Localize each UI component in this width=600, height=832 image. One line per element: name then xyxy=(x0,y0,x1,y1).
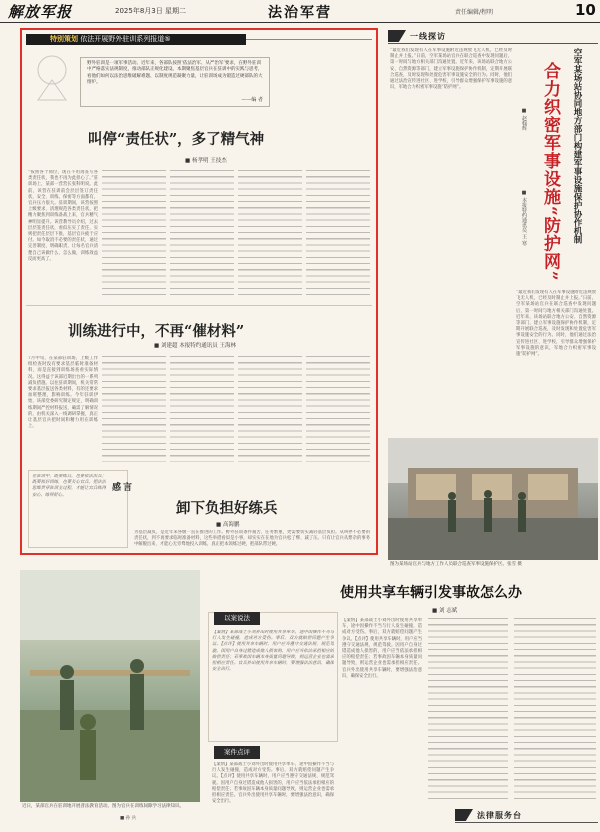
right-article-continued: “最近我们发现有人在军事设施附近违规放飞无人机，已经及时制止并上报。”日前，空军某场站官兵在联合巡查中发现问题后，第一时间与地方相关部门沟通处置。近年来，该场站联合地方公安、自然资源等部门，建立军事设施保护协作机制，定期开展联合巡查，及时发现和处置危害军事设施安全的行为。同时，他们通过法治宣传进社区、进学校，引导群众增强保护军事设施的意识，军地合力织密军事设施“防护网”。 xyxy=(516,290,596,358)
right-article-body: “最近我们发现有人在军事设施附近违规放飞无人机，已经及时制止并上报。”日前，空军某场站官兵在联合巡查中发现问题后，第一时间与地方相关部门沟通处置。近年来，该场站联合地方公安、自然资源等部门，建立军事设施保护协作机制，定期开展联合巡查，及时发现和处置危害军事设施安全的行为。同时，他们通过法治宣传进社区、进学校，引导群众增强保护军事设施的意识，军地合力织密军事设施“防护网”。 xyxy=(390,48,512,91)
patrol-photo-caption: 图为某场站官兵与地方工作人员联合巡查军事设施保护区。张雪 摄 xyxy=(390,562,522,567)
editor-intro-signature: ——编 者 xyxy=(241,96,263,103)
article2-column-3 xyxy=(170,356,234,462)
right-article-subtitle: 空军某场站协同地方部门构建军事设施保护协作机制 xyxy=(572,48,582,244)
section-divider xyxy=(26,305,372,306)
newspaper-logo: 解放军报 xyxy=(8,3,73,21)
article2-title: 训练进行中，不再“催材料” xyxy=(68,323,245,340)
editor-intro-text: 野外驻训是一项军事活动。近年来，各部队按照‘依法治军、从严治军’要求，在野外驻训中严格落实法规制度，推动部队正规化建设。本期聚焦基层官兵在驻训中的实践与思考，看他们如何以法治思维破解难题、以制度规范凝聚力量，让驻训场成为锻造过硬部队的大熔炉。 xyxy=(87,61,263,86)
legal-service-label: 法律服务台 xyxy=(477,810,522,820)
article2-body: 7月中旬，在某部驻训场，上级工作组检查时没有要求基层临时准备材料，而是直接到训练场查看实际情况。这得益于该部近期出台的一系列减负措施。以往驻训期间，机关常常要求基层报送各类材料，有的还要求加班整理，影响训练。今年驻训伊始，该部党委研究制定规定，明确训练期间严控材料报送，确需了解情况的，由机关深入一线调研掌握，真正让基层官兵把时间和精力用在训练上。 xyxy=(28,356,98,430)
masthead xyxy=(0,0,600,23)
case-tag: 以案说法 xyxy=(214,612,260,625)
banner-divider xyxy=(246,39,372,40)
training-photo-illustration xyxy=(20,570,200,802)
article1-column-4 xyxy=(238,170,302,298)
article1-body: “按照各个岗位，现在不用再签写各类责任状，我也不再为此担心了。”驻训场上，某部一营营长张科明说。此前，该营在驻训前会层层签订责任状，安全、训练、保密等方面都有，官兵压力很大。驻训期间，该营按照上级要求，清理规范各类责任状，把精力聚焦到训练备战上来，官兵精气神明显提升。该营教导员介绍，过去层层签责任状，看似压实了责任，实则把责任层层下推，基层官兵疲于应付。如今取消不必要的责任状，通过完善制度、明确职责，让每名官兵清楚自己该做什么、怎么做，训练效益反而更高了。 xyxy=(28,170,98,262)
frontline-header xyxy=(388,29,598,44)
article1-column-2 xyxy=(102,170,166,298)
article1-byline: ■ 杨孝明 王技杰 xyxy=(185,158,227,164)
article2-column-4 xyxy=(238,356,302,462)
article2-byline: ■ 刘建超 本报特约通讯员 王海林 xyxy=(154,343,236,349)
article1-column-3 xyxy=(170,170,234,298)
lower-article-byline: ■ 刘 志斌 xyxy=(432,608,458,614)
editor-credit: 责任编辑/程明 xyxy=(455,9,494,16)
editor-intro xyxy=(80,57,270,107)
article2-column-5 xyxy=(306,356,370,462)
article1-column-5 xyxy=(306,170,370,298)
page-number: 10 xyxy=(575,1,596,19)
patrol-photo xyxy=(388,438,598,560)
feature-banner xyxy=(26,34,246,45)
commentary-label: 感言 xyxy=(112,483,135,493)
frontline-label: 一线探访 xyxy=(410,31,446,41)
article3-byline: ■ 高海鹏 xyxy=(216,522,240,528)
section-marker-icon xyxy=(455,809,473,821)
right-article-title: 合力织密军事设施“防护网” xyxy=(540,62,560,282)
case-comment-body: 【案情】某部战士小刘外出时使用共享单车，途中因操作不当与行人发生碰撞，造成对方受伤。事后，双方就赔偿问题产生争议。【点评】使用共享车辆时，用户应当遵守交通法规，规范驾驶。因用户自身过错造成他人损害的，用户应当依法承担相应的赔偿责任；若事故因车辆本身质量问题导致，则运营企业也需承担相应责任。官兵外出使用共享车辆时，要增强法治意识，确保安全出行。 xyxy=(212,762,334,805)
section-title: 法治军营 xyxy=(268,5,332,21)
lower-article-title: 使用共享车辆引发事故怎么办 xyxy=(340,585,522,601)
section-marker-icon xyxy=(388,30,406,42)
lower-column-3 xyxy=(514,618,596,802)
legal-service-header xyxy=(455,808,598,823)
article3-title: 卸下负担好练兵 xyxy=(176,500,278,517)
patrol-photo-illustration xyxy=(388,438,598,560)
decorative-ornament-icon xyxy=(30,50,75,108)
commentary-body: 在驻训中，既要练兵，也要依法治兵；既要抓好训练，也要关心官兵。把法治思维贯穿驻训全过程，才能让官兵练得安心、练得舒心。 xyxy=(32,474,106,498)
case-comment-tag: 案件点评 xyxy=(214,746,260,759)
training-photo-credit: ■ 孙 兵 xyxy=(120,816,137,821)
article3-body: 为基层减负，是近年来各级一直在推进的工作。野外驻训条件艰苦、任务繁重，更需要切实减轻基层负担。从叫停不必要的责任状，到不再要求临时准备材料，这些举措看似是小事，却实实在在地为官兵松了绑、减了压。只有让官兵从繁杂的事务中解脱出来，才能心无旁骛地投入训练，真正把本领练过硬，把部队带过硬。 xyxy=(134,530,370,548)
case-body: 【案情】某部战士小刘外出时使用共享单车，途中因操作不当与行人发生碰撞，造成对方受伤。事后，双方就赔偿问题产生争议。【点评】使用共享车辆时，用户应当遵守交通法规，规范驾驶。因用户自身过错造成他人损害的，用户应当依法承担相应的赔偿责任；若事故因车辆本身质量问题导致，则运营企业也需承担相应责任。官兵外出使用共享车辆时，要增强法治意识，确保安全出行。 xyxy=(212,630,334,673)
lower-column-2 xyxy=(428,618,508,802)
issue-date: 2025年8月3日 星期二 xyxy=(115,7,186,15)
training-photo-caption: 近日，某部官兵在驻训地开展普法教育活动。图为官兵在训练间隙学习法律知识。 xyxy=(22,804,184,809)
article1-title: 叫停“责任状”，多了精气神 xyxy=(88,131,265,148)
banner-tag: 特别策划 xyxy=(50,35,78,43)
article2-column-2 xyxy=(102,356,166,462)
banner-title: 依法开展野外驻训系列报道⑤ xyxy=(80,35,171,43)
right-article-byline-2: ■ 本报特约通讯员 王 寒 xyxy=(521,190,527,246)
right-article-byline-1: ■ 赵翰辉 xyxy=(521,108,527,131)
training-photo xyxy=(20,570,200,802)
lower-column-1: 【案情】某部战士小刘外出时使用共享单车，途中因操作不当与行人发生碰撞，造成对方受伤。事后，双方就赔偿问题产生争议。【点评】使用共享车辆时，用户应当遵守交通法规，规范驾驶。因用户自身过错造成他人损害的，用户应当依法承担相应的赔偿责任；若事故因车辆本身质量问题导致，则运营企业也需承担相应责任。官兵外出使用共享车辆时，要增强法治意识，确保安全出行。 xyxy=(342,618,422,679)
